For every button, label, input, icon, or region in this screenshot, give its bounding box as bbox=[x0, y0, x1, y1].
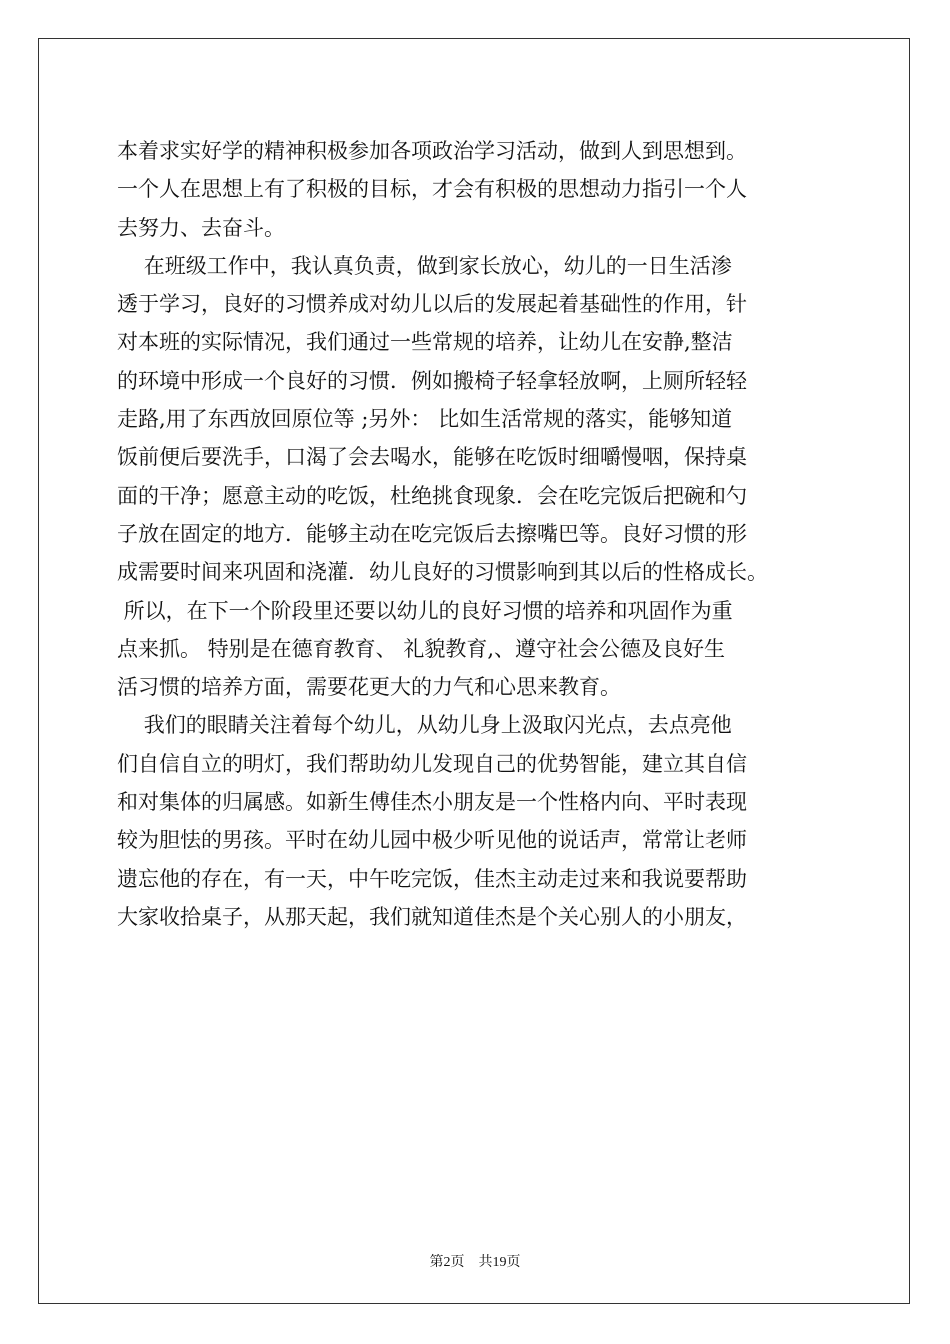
text-line: 成需要时间来巩固和浇灌．幼儿良好的习惯影响到其以后的性格成长。 bbox=[117, 560, 768, 585]
text-line: 较为胆怯的男孩。平时在幼儿园中极少听见他的说话声，常常让老师 bbox=[117, 828, 747, 853]
text-line: 本着求实好学的精神积极参加各项政治学习活动，做到人到思想到。 bbox=[117, 139, 747, 163]
text-line: 走路,用了东西放回原位等 ;另外： 比如生活常规的落实，能够知道 bbox=[117, 407, 733, 432]
page-number-footer: 第2页 共19页 bbox=[429, 1255, 521, 1270]
text-line: 在班级工作中，我认真负责，做到家长放心，幼儿的一日生活渗 bbox=[117, 253, 732, 278]
text-line: 我们的眼睛关注着每个幼儿，从幼儿身上汲取闪光点，去点亮他 bbox=[117, 713, 732, 738]
text-line: 的环境中形成一个良好的习惯．例如搬椅子轻拿轻放啊，上厕所轻轻 bbox=[117, 368, 747, 393]
document-body bbox=[117, 132, 837, 936]
text-line: 大家收拾桌子，从那天起，我们就知道佳杰是个关心别人的小朋友， bbox=[117, 904, 747, 929]
text-line: 们自信自立的明灯，我们帮助幼儿发现自己的优势智能，建立其自信 bbox=[117, 751, 747, 776]
text-line: 所以，在下一个阶段里还要以幼儿的良好习惯的培养和巩固作为重 bbox=[117, 598, 733, 623]
text-line: 对本班的实际情况，我们通过一些常规的培养，让幼儿在安静,整洁 bbox=[117, 330, 733, 355]
text-line: 去努力、去奋斗。 bbox=[117, 215, 285, 240]
text-line: 面的干净；愿意主动的吃饭，杜绝挑食现象．会在吃完饭后把碗和勺 bbox=[117, 483, 747, 508]
text-line: 和对集体的归属感。如新生傅佳杰小朋友是一个性格内向、平时表现 bbox=[117, 790, 747, 815]
text-line: 透于学习，良好的习惯养成对幼儿以后的发展起着基础性的作用，针 bbox=[117, 292, 747, 317]
text-line: 子放在固定的地方．能够主动在吃完饭后去擦嘴巴等。良好习惯的形 bbox=[117, 521, 747, 546]
text-line: 一个人在思想上有了积极的目标，才会有积极的思想动力指引一个人 bbox=[117, 177, 747, 202]
text-line: 点来抓。 特别是在德育教育、 礼貌教育,、遵守社会公德及良好生 bbox=[117, 636, 726, 661]
text-line: 活习惯的培养方面，需要花更大的力气和心思来教育。 bbox=[117, 675, 621, 700]
text-line: 饭前便后要洗手，口渴了会去喝水，能够在吃饭时细嚼慢咽，保持桌 bbox=[117, 445, 747, 470]
text-line: 遗忘他的存在，有一天，中午吃完饭，佳杰主动走过来和我说要帮助 bbox=[117, 866, 747, 891]
